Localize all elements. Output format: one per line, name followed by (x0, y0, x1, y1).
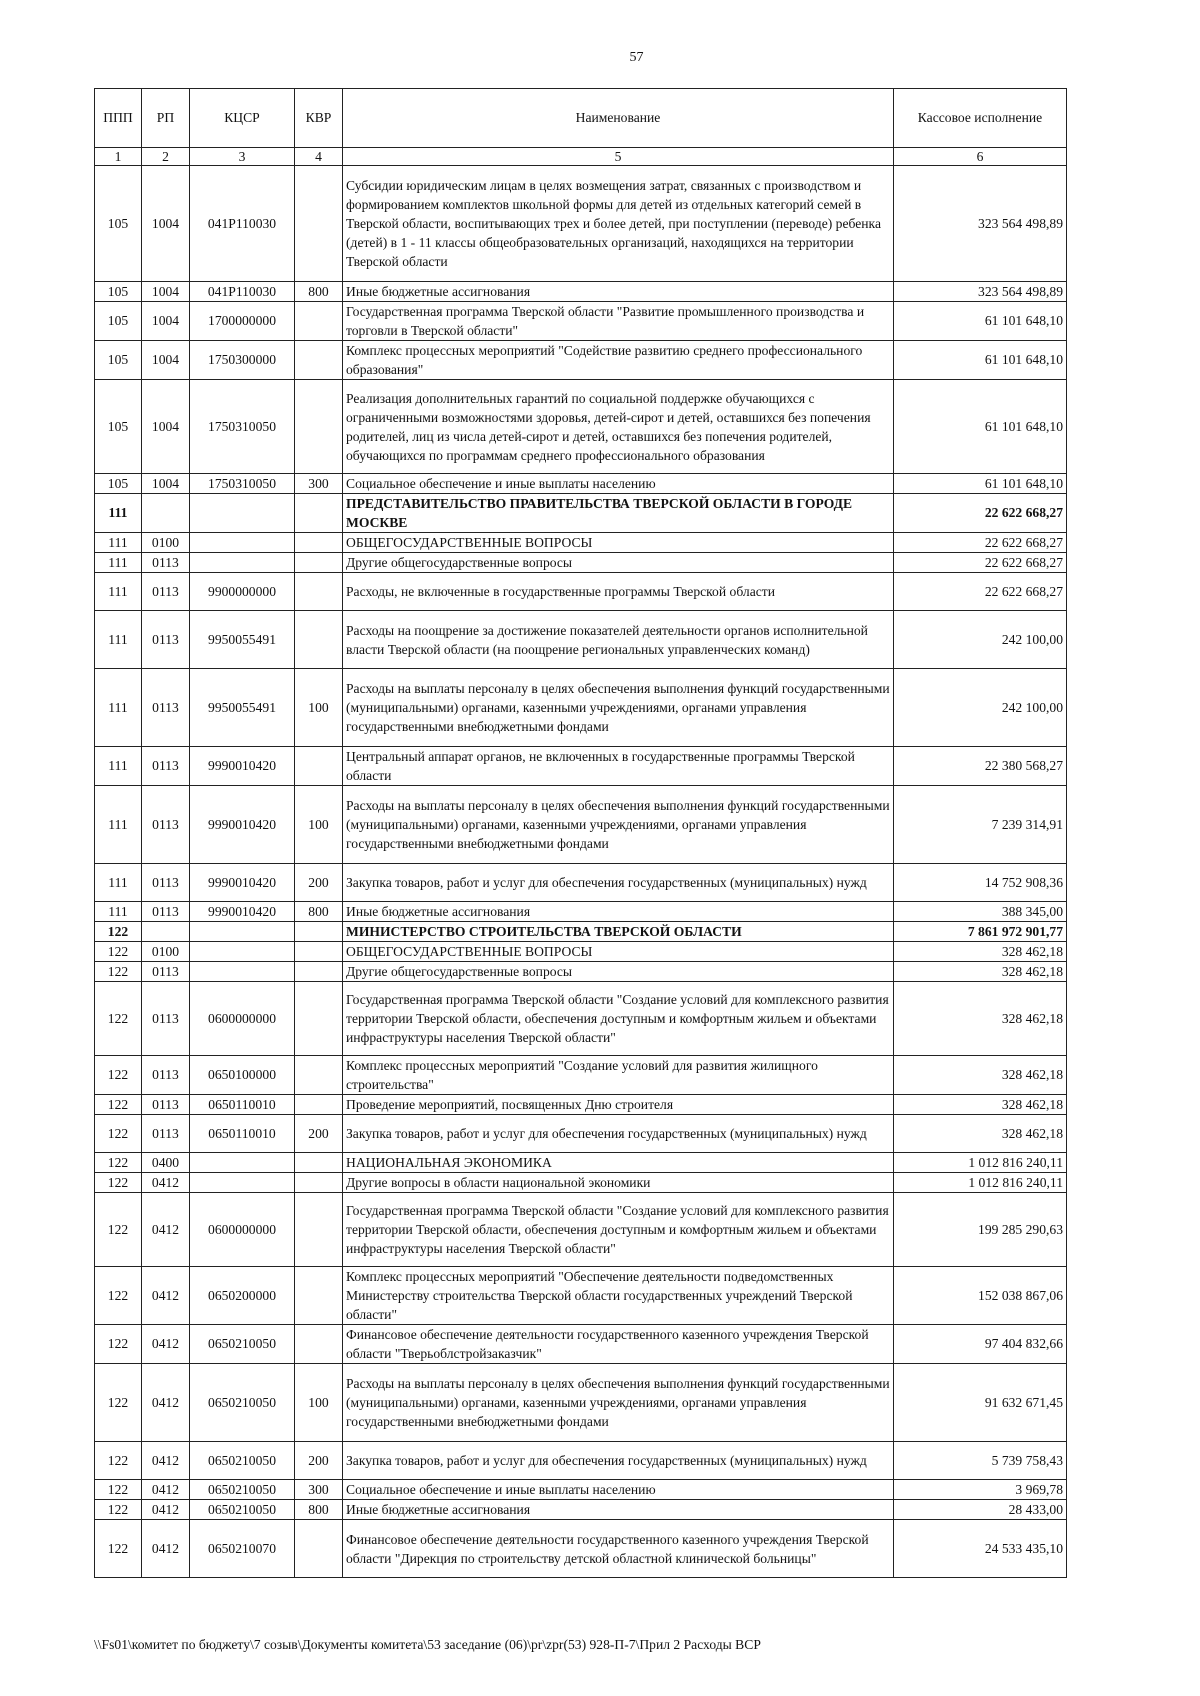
cell-name: Иные бюджетные ассигнования (343, 282, 894, 302)
cell-amount: 22 380 568,27 (894, 747, 1067, 786)
cell-amount: 22 622 668,27 (894, 553, 1067, 573)
cell-amount: 152 038 867,06 (894, 1267, 1067, 1325)
cell-amount: 61 101 648,10 (894, 341, 1067, 380)
cell-ppp: 122 (95, 1267, 142, 1325)
table-row (95, 302, 1067, 341)
cell-ppp: 105 (95, 282, 142, 302)
cell-amount: 323 564 498,89 (894, 166, 1067, 282)
cell-amount: 323 564 498,89 (894, 282, 1067, 302)
cell-rp: 0113 (142, 611, 190, 669)
table-row (95, 1153, 1067, 1173)
column-number: 5 (343, 148, 894, 166)
cell-amount: 7 239 314,91 (894, 786, 1067, 864)
cell-kvr: 300 (295, 1480, 343, 1500)
cell-name: Субсидии юридическим лицам в целях возмещения затрат, связанных с производством и формированием комплектов школьной формы для детей из отдельных категорий семей в Тверской области, воспитывающих трех и более детей, при поступлении (переводе) ребенка (детей) в 1 - 11 классы общеобразовательных организаций, находящихся на территории Тверской области (343, 166, 894, 282)
cell-amount: 242 100,00 (894, 611, 1067, 669)
table-row (95, 282, 1067, 302)
cell-rp: 1004 (142, 166, 190, 282)
cell-name: Финансовое обеспечение деятельности государственного казенного учреждения Тверской области "Дирекция по строительству детской областной клинической больницы" (343, 1520, 894, 1578)
cell-ppp: 122 (95, 962, 142, 982)
cell-kvr: 200 (295, 1442, 343, 1480)
cell-kvr (295, 380, 343, 474)
cell-amount: 1 012 816 240,11 (894, 1173, 1067, 1193)
cell-rp: 0113 (142, 1056, 190, 1095)
cell-ppp: 122 (95, 1480, 142, 1500)
cell-ppp: 105 (95, 474, 142, 494)
cell-kcsr: 0600000000 (190, 1193, 295, 1267)
cell-name: ОБЩЕГОСУДАРСТВЕННЫЕ ВОПРОСЫ (343, 533, 894, 553)
cell-kvr: 100 (295, 1364, 343, 1442)
cell-rp: 0113 (142, 864, 190, 902)
cell-ppp: 122 (95, 1095, 142, 1115)
cell-kcsr: 0600000000 (190, 982, 295, 1056)
cell-rp: 0113 (142, 982, 190, 1056)
column-number: 6 (894, 148, 1067, 166)
cell-name: Комплекс процессных мероприятий "Создание условий для развития жилищного строительства" (343, 1056, 894, 1095)
cell-amount: 388 345,00 (894, 902, 1067, 922)
table-row (95, 341, 1067, 380)
cell-ppp: 122 (95, 1442, 142, 1480)
cell-rp: 1004 (142, 380, 190, 474)
cell-kcsr: 1750310050 (190, 380, 295, 474)
cell-rp: 0113 (142, 553, 190, 573)
cell-amount: 3 969,78 (894, 1480, 1067, 1500)
cell-ppp: 111 (95, 573, 142, 611)
cell-kcsr: 9990010420 (190, 864, 295, 902)
cell-kvr (295, 1173, 343, 1193)
cell-kcsr: 1700000000 (190, 302, 295, 341)
cell-kvr: 800 (295, 1500, 343, 1520)
table-row (95, 747, 1067, 786)
cell-rp: 0113 (142, 1115, 190, 1153)
cell-amount: 7 861 972 901,77 (894, 922, 1067, 942)
cell-kvr (295, 1325, 343, 1364)
table-row (95, 1325, 1067, 1364)
cell-name: Расходы на выплаты персоналу в целях обеспечения выполнения функций государственными (муниципальными) органами, казенными учреждениями, органами управления государственными внебюджетными фондами (343, 669, 894, 747)
cell-rp: 0412 (142, 1193, 190, 1267)
cell-kcsr: 0650210050 (190, 1442, 295, 1480)
cell-name: МИНИСТЕРСТВО СТРОИТЕЛЬСТВА ТВЕРСКОЙ ОБЛАСТИ (343, 922, 894, 942)
cell-amount: 61 101 648,10 (894, 302, 1067, 341)
cell-rp: 1004 (142, 302, 190, 341)
cell-rp: 0412 (142, 1480, 190, 1500)
cell-kvr (295, 942, 343, 962)
cell-name: Расходы, не включенные в государственные программы Тверской области (343, 573, 894, 611)
table-row (95, 922, 1067, 942)
cell-kvr (295, 1095, 343, 1115)
cell-kvr (295, 573, 343, 611)
cell-kvr: 200 (295, 864, 343, 902)
cell-ppp: 111 (95, 669, 142, 747)
cell-kvr (295, 1153, 343, 1173)
cell-amount: 242 100,00 (894, 669, 1067, 747)
cell-name: Центральный аппарат органов, не включенных в государственные программы Тверской области (343, 747, 894, 786)
cell-kvr (295, 494, 343, 533)
cell-amount: 328 462,18 (894, 982, 1067, 1056)
cell-name: ОБЩЕГОСУДАРСТВЕННЫЕ ВОПРОСЫ (343, 942, 894, 962)
table-row (95, 1115, 1067, 1153)
cell-rp: 0113 (142, 786, 190, 864)
cell-ppp: 105 (95, 166, 142, 282)
cell-rp: 0412 (142, 1442, 190, 1480)
cell-kcsr: 0650210050 (190, 1325, 295, 1364)
cell-kvr (295, 302, 343, 341)
header-rp: РП (142, 89, 190, 148)
cell-kcsr: 9990010420 (190, 786, 295, 864)
column-number-row (95, 148, 1067, 166)
cell-rp: 1004 (142, 474, 190, 494)
table-row (95, 533, 1067, 553)
cell-kcsr: 9990010420 (190, 902, 295, 922)
cell-kvr: 100 (295, 786, 343, 864)
cell-rp: 1004 (142, 341, 190, 380)
table-row (95, 1364, 1067, 1442)
cell-kcsr: 0650210050 (190, 1480, 295, 1500)
cell-kvr (295, 982, 343, 1056)
cell-ppp: 122 (95, 1153, 142, 1173)
cell-kvr (295, 962, 343, 982)
cell-kcsr (190, 962, 295, 982)
cell-amount: 328 462,18 (894, 1095, 1067, 1115)
table-row (95, 1442, 1067, 1480)
column-number: 4 (295, 148, 343, 166)
cell-rp: 1004 (142, 282, 190, 302)
cell-ppp: 111 (95, 747, 142, 786)
cell-ppp: 111 (95, 786, 142, 864)
cell-rp: 0113 (142, 962, 190, 982)
cell-kcsr: 0650110010 (190, 1115, 295, 1153)
cell-rp: 0400 (142, 1153, 190, 1173)
cell-kvr (295, 1193, 343, 1267)
header-amount: Кассовое исполнение (894, 89, 1067, 148)
cell-ppp: 122 (95, 1056, 142, 1095)
cell-kcsr: 9900000000 (190, 573, 295, 611)
cell-rp (142, 922, 190, 942)
table-row (95, 864, 1067, 902)
column-number: 2 (142, 148, 190, 166)
cell-name: Другие вопросы в области национальной экономики (343, 1173, 894, 1193)
cell-name: Реализация дополнительных гарантий по социальной поддержке обучающихся с ограниченными возможностями здоровья, детей-сирот и детей, оставшихся без попечения родителей, лиц из числа детей-сирот и детей, оставшихся без попечения родителей, обучающихся по программам среднего профессионального образования (343, 380, 894, 474)
table-row (95, 962, 1067, 982)
cell-kcsr: 0650110010 (190, 1095, 295, 1115)
cell-amount: 22 622 668,27 (894, 573, 1067, 611)
cell-rp: 0412 (142, 1325, 190, 1364)
cell-ppp: 111 (95, 611, 142, 669)
cell-rp: 0113 (142, 1095, 190, 1115)
cell-amount: 61 101 648,10 (894, 380, 1067, 474)
cell-name: Иные бюджетные ассигнования (343, 1500, 894, 1520)
cell-kvr (295, 533, 343, 553)
cell-amount: 22 622 668,27 (894, 533, 1067, 553)
table-row (95, 166, 1067, 282)
cell-ppp: 122 (95, 982, 142, 1056)
cell-amount: 24 533 435,10 (894, 1520, 1067, 1578)
cell-rp: 0113 (142, 902, 190, 922)
cell-name: Финансовое обеспечение деятельности государственного казенного учреждения Тверской области "Тверьоблстройзаказчик" (343, 1325, 894, 1364)
cell-kvr: 200 (295, 1115, 343, 1153)
cell-kcsr: 9990010420 (190, 747, 295, 786)
table-row (95, 1480, 1067, 1500)
cell-name: Комплекс процессных мероприятий "Обеспечение деятельности подведомственных Министерству строительства Тверской области государственных учреждений Тверской области" (343, 1267, 894, 1325)
table-row (95, 1193, 1067, 1267)
cell-kvr (295, 611, 343, 669)
cell-rp: 0113 (142, 573, 190, 611)
cell-amount: 1 012 816 240,11 (894, 1153, 1067, 1173)
header-kcsr: КЦСР (190, 89, 295, 148)
cell-ppp: 122 (95, 1115, 142, 1153)
table-row (95, 1520, 1067, 1578)
cell-name: Закупка товаров, работ и услуг для обеспечения государственных (муниципальных) нужд (343, 1442, 894, 1480)
cell-ppp: 122 (95, 1193, 142, 1267)
header-kvr: КВР (295, 89, 343, 148)
cell-rp: 0412 (142, 1364, 190, 1442)
cell-name: Другие общегосударственные вопросы (343, 962, 894, 982)
cell-kcsr (190, 942, 295, 962)
cell-ppp: 122 (95, 1173, 142, 1193)
cell-kcsr (190, 494, 295, 533)
cell-kvr (295, 1267, 343, 1325)
cell-name: Расходы на выплаты персоналу в целях обеспечения выполнения функций государственными (муниципальными) органами, казенными учреждениями, органами управления государственными внебюджетными фондами (343, 786, 894, 864)
cell-name: Государственная программа Тверской области "Создание условий для комплексного развития территории Тверской области, обеспечения доступным и комфортным жильем и объектами инфраструктуры населения Тверской области" (343, 1193, 894, 1267)
page-number: 57 (629, 50, 644, 65)
header-ppp: ППП (95, 89, 142, 148)
cell-amount: 14 752 908,36 (894, 864, 1067, 902)
table-row (95, 786, 1067, 864)
table-header-row (95, 89, 1067, 148)
cell-ppp: 111 (95, 902, 142, 922)
cell-kvr (295, 922, 343, 942)
cell-name: Другие общегосударственные вопросы (343, 553, 894, 573)
cell-kcsr: 1750300000 (190, 341, 295, 380)
cell-name: Государственная программа Тверской области "Развитие промышленного производства и торговли в Тверской области" (343, 302, 894, 341)
cell-name: Расходы на поощрение за достижение показателей деятельности органов исполнительной власти Тверской области (на поощрение региональных управленческих команд) (343, 611, 894, 669)
cell-name: Комплекс процессных мероприятий "Содействие развитию среднего профессионального образования" (343, 341, 894, 380)
cell-amount: 328 462,18 (894, 1115, 1067, 1153)
table-row (95, 1500, 1067, 1520)
table-row (95, 902, 1067, 922)
cell-ppp: 122 (95, 1364, 142, 1442)
cell-ppp: 111 (95, 494, 142, 533)
cell-ppp: 122 (95, 942, 142, 962)
cell-kvr: 800 (295, 282, 343, 302)
cell-rp (142, 494, 190, 533)
cell-amount: 97 404 832,66 (894, 1325, 1067, 1364)
cell-name: Закупка товаров, работ и услуг для обеспечения государственных (муниципальных) нужд (343, 1115, 894, 1153)
column-number: 1 (95, 148, 142, 166)
cell-amount: 28 433,00 (894, 1500, 1067, 1520)
cell-ppp: 122 (95, 922, 142, 942)
file-path-footer: \\Fs01\комитет по бюджету\7 созыв\Документы комитета\53 заседание (06)\pr\zpr(53) 928-П-7\Прил 2 Расходы ВСР (94, 1637, 761, 1652)
cell-kcsr: 0650100000 (190, 1056, 295, 1095)
table-row (95, 942, 1067, 962)
header-name: Наименование (343, 89, 894, 148)
cell-kvr (295, 1056, 343, 1095)
cell-name: Расходы на выплаты персоналу в целях обеспечения выполнения функций государственными (муниципальными) органами, казенными учреждениями, органами управления государственными внебюджетными фондами (343, 1364, 894, 1442)
cell-kcsr (190, 1153, 295, 1173)
cell-rp: 0113 (142, 669, 190, 747)
cell-ppp: 105 (95, 380, 142, 474)
table-row (95, 1056, 1067, 1095)
cell-kcsr: 041P110030 (190, 166, 295, 282)
cell-amount: 61 101 648,10 (894, 474, 1067, 494)
cell-amount: 5 739 758,43 (894, 1442, 1067, 1480)
cell-kcsr (190, 922, 295, 942)
cell-kcsr (190, 1173, 295, 1193)
cell-ppp: 122 (95, 1325, 142, 1364)
cell-amount: 199 285 290,63 (894, 1193, 1067, 1267)
cell-rp: 0100 (142, 942, 190, 962)
cell-ppp: 111 (95, 553, 142, 573)
cell-name: Закупка товаров, работ и услуг для обеспечения государственных (муниципальных) нужд (343, 864, 894, 902)
expenditure-table (94, 88, 1067, 1578)
cell-rp: 0412 (142, 1173, 190, 1193)
cell-name: Государственная программа Тверской области "Создание условий для комплексного развития территории Тверской области, обеспечения доступным и комфортным жильем и объектами инфраструктуры населения Тверской области" (343, 982, 894, 1056)
cell-kcsr (190, 533, 295, 553)
cell-amount: 91 632 671,45 (894, 1364, 1067, 1442)
cell-amount: 22 622 668,27 (894, 494, 1067, 533)
cell-amount: 328 462,18 (894, 1056, 1067, 1095)
table-row (95, 474, 1067, 494)
cell-ppp: 122 (95, 1500, 142, 1520)
cell-ppp: 111 (95, 864, 142, 902)
table-row (95, 380, 1067, 474)
table-row (95, 553, 1067, 573)
table-row (95, 494, 1067, 533)
cell-kcsr (190, 553, 295, 573)
cell-ppp: 105 (95, 302, 142, 341)
table-body (95, 166, 1067, 1578)
cell-kcsr: 0650210070 (190, 1520, 295, 1578)
cell-ppp: 105 (95, 341, 142, 380)
table-row (95, 573, 1067, 611)
column-number: 3 (190, 148, 295, 166)
cell-kvr (295, 553, 343, 573)
cell-name: ПРЕДСТАВИТЕЛЬСТВО ПРАВИТЕЛЬСТВА ТВЕРСКОЙ ОБЛАСТИ В ГОРОДЕ МОСКВЕ (343, 494, 894, 533)
cell-rp: 0412 (142, 1500, 190, 1520)
cell-kcsr: 9950055491 (190, 669, 295, 747)
cell-rp: 0412 (142, 1520, 190, 1578)
table-row (95, 1095, 1067, 1115)
cell-name: Социальное обеспечение и иные выплаты населению (343, 1480, 894, 1500)
cell-ppp: 111 (95, 533, 142, 553)
cell-kvr (295, 341, 343, 380)
cell-name: Социальное обеспечение и иные выплаты населению (343, 474, 894, 494)
cell-kvr: 300 (295, 474, 343, 494)
cell-kcsr: 0650200000 (190, 1267, 295, 1325)
cell-ppp: 122 (95, 1520, 142, 1578)
cell-kvr: 800 (295, 902, 343, 922)
cell-kcsr: 0650210050 (190, 1500, 295, 1520)
cell-kvr (295, 1520, 343, 1578)
cell-name: Иные бюджетные ассигнования (343, 902, 894, 922)
table-row (95, 982, 1067, 1056)
cell-kvr (295, 747, 343, 786)
cell-rp: 0412 (142, 1267, 190, 1325)
table-row (95, 1173, 1067, 1193)
cell-rp: 0100 (142, 533, 190, 553)
cell-rp: 0113 (142, 747, 190, 786)
cell-kcsr: 1750310050 (190, 474, 295, 494)
cell-kcsr: 0650210050 (190, 1364, 295, 1442)
cell-name: Проведение мероприятий, посвященных Дню строителя (343, 1095, 894, 1115)
cell-kvr (295, 166, 343, 282)
cell-kcsr: 9950055491 (190, 611, 295, 669)
table-row (95, 1267, 1067, 1325)
table-row (95, 669, 1067, 747)
cell-kvr: 100 (295, 669, 343, 747)
table-row (95, 611, 1067, 669)
cell-kcsr: 041P110030 (190, 282, 295, 302)
cell-name: НАЦИОНАЛЬНАЯ ЭКОНОМИКА (343, 1153, 894, 1173)
cell-amount: 328 462,18 (894, 942, 1067, 962)
cell-amount: 328 462,18 (894, 962, 1067, 982)
